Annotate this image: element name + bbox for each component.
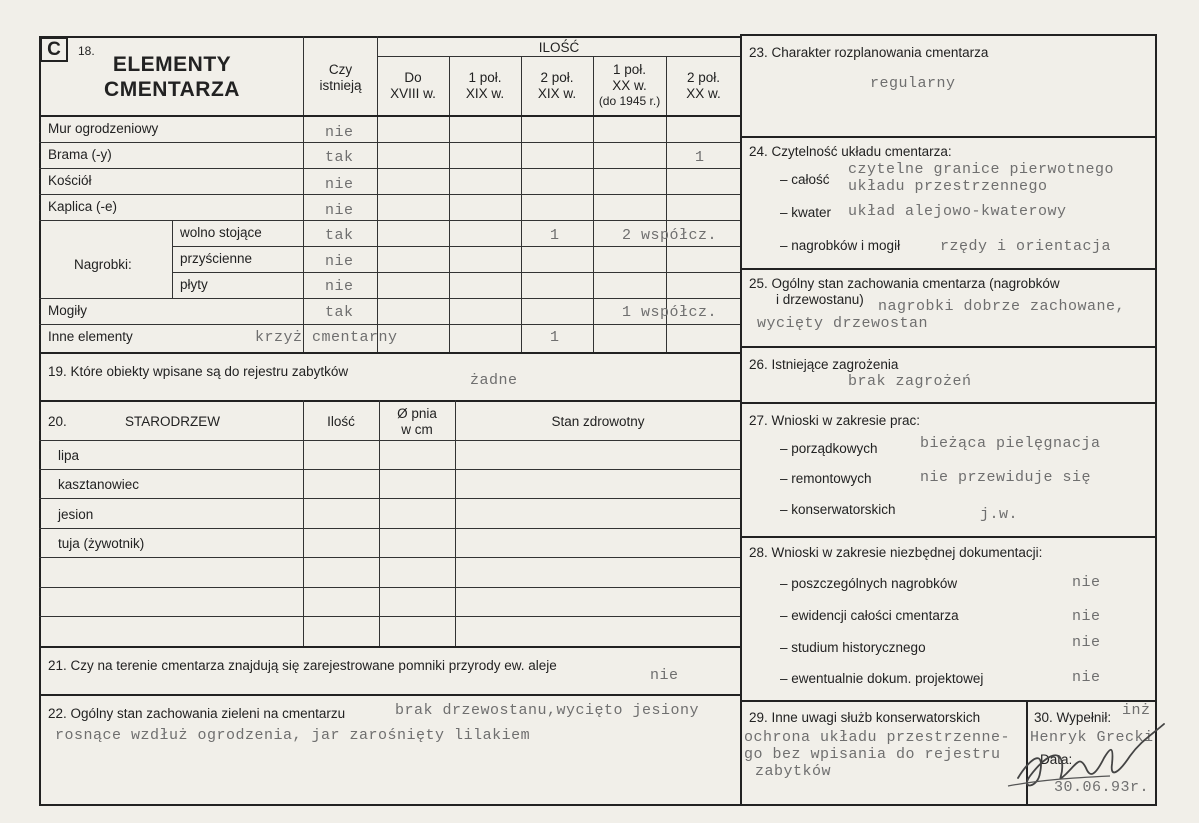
row-kaplica-label: Kaplica (-e) xyxy=(48,199,118,214)
s21-label: 21. Czy na terenie cmentarza znajdują się zarejestrowane pomniki przyrody ew. aleje xyxy=(48,658,557,673)
s29-label: 29. Inne uwagi służb konserwatorskich xyxy=(749,710,981,725)
mur-exists: nie xyxy=(325,124,354,141)
s28-item-4-value: nie xyxy=(1072,669,1101,686)
mogily-count-p4: 1 współcz. xyxy=(622,304,718,321)
czy-istnieja-l1: Czy xyxy=(328,62,353,77)
row-mur-label: Mur ogrodzeniowy xyxy=(48,121,159,136)
tree-2: kasztanowiec xyxy=(58,477,140,492)
row-inne-label: Inne elementy xyxy=(48,329,133,344)
period-2-l2: XIX w. xyxy=(465,86,505,101)
period-4-l1: 1 poł. xyxy=(612,62,647,77)
s29-value-l3: zabytków xyxy=(755,763,832,780)
s27-porzadkowych-value: bieżąca pielęgnacja xyxy=(920,435,1101,452)
period-1-l2: XVIII w. xyxy=(390,86,436,101)
s30-date-label: Data: xyxy=(1040,752,1073,767)
s20-number: 20. xyxy=(48,414,67,429)
ilosc-header: ILOŚĆ xyxy=(538,40,580,55)
row-brama-label: Brama (-y) xyxy=(48,147,112,162)
period-5-l2: XX w. xyxy=(686,86,721,101)
s29-value-l1: ochrona układu przestrzenne- xyxy=(744,729,1011,746)
brama-count: 1 xyxy=(695,149,705,166)
s20-title: STARODRZEW xyxy=(125,414,220,429)
czy-istnieja-l2: istnieją xyxy=(319,78,362,93)
kosciol-exists: nie xyxy=(325,176,354,193)
s22-value-l1: brak drzewostanu,wycięto jesiony xyxy=(395,702,700,719)
s30-person-l1: inż xyxy=(1122,702,1151,719)
s20-col-pien-l1: Ø pnia xyxy=(397,406,437,421)
s19-value: żadne xyxy=(470,372,518,389)
s23-label: 23. Charakter rozplanowania cmentarza xyxy=(749,45,989,60)
s28-item-4-label: – ewentualnie dokum. projektowej xyxy=(780,671,984,686)
s24-kwater-value: układ alejowo-kwaterowy xyxy=(848,203,1067,220)
row-wolno-label: wolno stojące xyxy=(180,225,262,240)
s24-nagrobkow-label: – nagrobków i mogił xyxy=(780,238,901,253)
przyscienne-exists: nie xyxy=(325,253,354,270)
s28-item-3-value: nie xyxy=(1072,634,1101,651)
s18-title-line2: CMENTARZA xyxy=(104,78,240,101)
kaplica-exists: nie xyxy=(325,202,354,219)
row-przyscienne-label: przyścienne xyxy=(180,251,253,266)
s18-title-line1: ELEMENTY xyxy=(112,53,232,76)
wolno-count-p4: 2 współcz. xyxy=(622,227,718,244)
s28-label: 28. Wnioski w zakresie niezbędnej dokumentacji: xyxy=(749,545,1043,560)
s23-value: regularny xyxy=(870,75,956,92)
s22-value-l2: rosnące wzdłuż ogrodzenia, jar zarośnięty lilakiem xyxy=(55,727,531,744)
s26-label: 26. Istniejące zagrożenia xyxy=(749,357,899,372)
tree-1: lipa xyxy=(58,448,80,463)
tree-4: tuja (żywotnik) xyxy=(58,536,145,551)
s20-col-stan: Stan zdrowotny xyxy=(551,414,645,429)
s28-item-1-value: nie xyxy=(1072,574,1101,591)
brama-exists: tak xyxy=(325,149,354,166)
s28-item-1-label: – poszczególnych nagrobków xyxy=(780,576,958,591)
row-plyty-label: płyty xyxy=(180,277,208,292)
s18-number: 18. xyxy=(78,44,95,58)
s28-item-2-value: nie xyxy=(1072,608,1101,625)
wolno-count-p3: 1 xyxy=(550,227,560,244)
plyty-exists: nie xyxy=(325,278,354,295)
tree-3: jesion xyxy=(58,507,94,522)
s30-date-value: 30.06.93r. xyxy=(1054,779,1150,796)
s27-konserwatorskich-label: – konserwatorskich xyxy=(780,502,896,517)
period-4-l2: XX w. xyxy=(612,78,647,93)
period-4-l3: (do 1945 r.) xyxy=(598,94,661,108)
row-mogily-label: Mogiły xyxy=(48,303,88,318)
row-kosciol-label: Kościół xyxy=(48,173,92,188)
period-3-l2: XIX w. xyxy=(537,86,577,101)
inne-count-p3: 1 xyxy=(550,329,560,346)
period-3-l1: 2 poł. xyxy=(540,70,574,85)
s25-value-l1: nagrobki dobrze zachowane, xyxy=(878,298,1126,315)
s24-kwater-label: – kwater xyxy=(780,205,832,220)
s29-value-l2: go bez wpisania do rejestru xyxy=(744,746,1001,763)
s24-label: 24. Czytelność układu cmentarza: xyxy=(749,144,952,159)
s21-value: nie xyxy=(650,667,679,684)
s25-value-l2: wycięty drzewostan xyxy=(757,315,929,332)
section-letter: C xyxy=(40,37,68,62)
s19-label: 19. Które obiekty wpisane są do rejestru zabytków xyxy=(48,364,349,379)
period-5-l1: 2 poł. xyxy=(686,70,721,85)
s25-label-l1: 25. Ogólny stan zachowania cmentarza (nagrobków xyxy=(749,276,1060,291)
row-nagrobki-label: Nagrobki: xyxy=(74,257,132,272)
s28-item-3-label: – studium historycznego xyxy=(780,640,926,655)
s26-value: brak zagrożeń xyxy=(848,373,972,390)
s25-label-l2: i drzewostanu) xyxy=(776,292,864,307)
s30-person-l2: Henryk Grecki xyxy=(1030,729,1154,746)
wolno-exists: tak xyxy=(325,227,354,244)
s27-porzadkowych-label: – porządkowych xyxy=(780,441,878,456)
s20-col-pien-l2: w cm xyxy=(401,422,433,437)
mogily-exists: tak xyxy=(325,304,354,321)
s24-calosc-l1: czytelne granice pierwotnego xyxy=(848,161,1115,178)
s27-remontowych-label: – remontowych xyxy=(780,471,872,486)
signature-image xyxy=(1000,718,1170,798)
inne-value: krzyż cmentarny xyxy=(255,329,398,346)
s27-remontowych-value: nie przewiduje się xyxy=(920,469,1092,486)
s24-calosc-label: – całość xyxy=(780,172,830,187)
period-2-l1: 1 poł. xyxy=(468,70,502,85)
s22-label: 22. Ogólny stan zachowania zieleni na cmentarzu xyxy=(48,706,346,721)
s24-nagrobkow-value: rzędy i orientacja xyxy=(940,238,1112,255)
s24-calosc-l2: układu przestrzennego xyxy=(848,178,1048,195)
s30-label: 30. Wypełnił: xyxy=(1034,710,1112,725)
s27-konserwatorskich-value: j.w. xyxy=(980,506,1019,523)
s27-label: 27. Wnioski w zakresie prac: xyxy=(749,413,921,428)
s20-col-ilosc: Ilość xyxy=(327,414,355,429)
s28-item-2-label: – ewidencji całości cmentarza xyxy=(780,608,959,623)
period-1-l1: Do xyxy=(404,70,422,85)
